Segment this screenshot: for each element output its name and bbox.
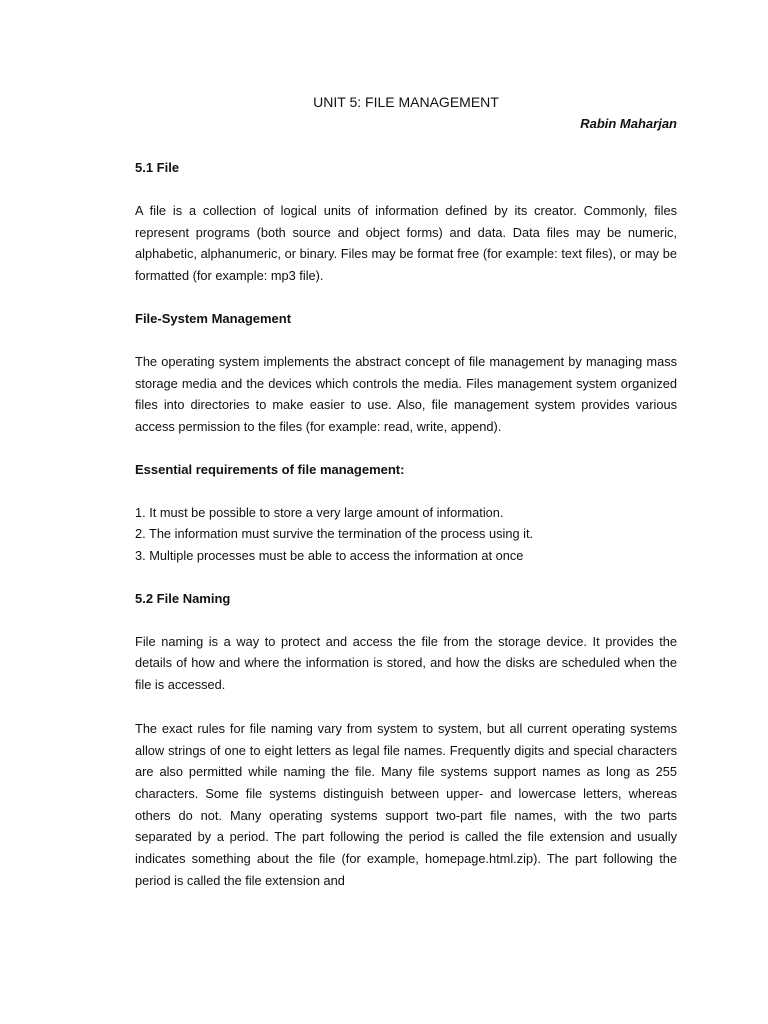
document-title: UNIT 5: FILE MANAGEMENT [313,94,499,110]
essential-requirements-heading: Essential requirements of file management: [135,461,405,477]
essential-requirements-list [135,502,677,567]
list-item: 3. Multiple processes must be able to access the information at once [135,548,524,564]
section-5-2-paragraph-2: The exact rules for file naming vary from system to system, but all current operating systems allow strings of one to eight letters as legal file names. Frequently digits and special characters are also permitted while naming the file. Many file systems support names as long as 255 characters. Some file systems distinguish between upper- and lowercase letters, whereas others do not. Many operating systems support two-part file names, with the two parts separated by a period. The part following the period is called the file extension and usually indicates something about the file (for example, homepage.html.zip). The part following the period is called the file extension and [135,720,677,888]
section-5-2-heading: 5.2 File Naming [135,590,231,606]
document-author: Rabin Maharjan [580,116,677,131]
list-item: 2. The information must survive the termination of the process using it. [135,526,534,542]
file-system-management-paragraph: The operating system implements the abstract concept of file management by managing mass storage media and the devices which controls the media. Files management system organized files into directories to make easier to use. Also, file management system provides various access permission to the files (for example: read, write, append). [135,353,677,434]
section-5-2-paragraph-1: File naming is a way to protect and access the file from the storage device. It provides the details of how and where the information is stored, and how the disks are scheduled when the file is accessed. [135,633,677,693]
document-body [135,92,677,891]
file-system-management-heading: File-System Management [135,310,292,326]
section-5-1-paragraph: A file is a collection of logical units of information defined by its creator. Commonly, files represent programs (both source and object forms) and data. Data files may be numeric, alphabetic, alphanumeric, or binary. Files may be format free (for example: text files), or may be formatted (for example: mp3 file). [135,203,677,284]
list-item: 1. It must be possible to store a very large amount of information. [135,504,504,520]
section-5-1-heading: 5.1 File [135,160,180,175]
